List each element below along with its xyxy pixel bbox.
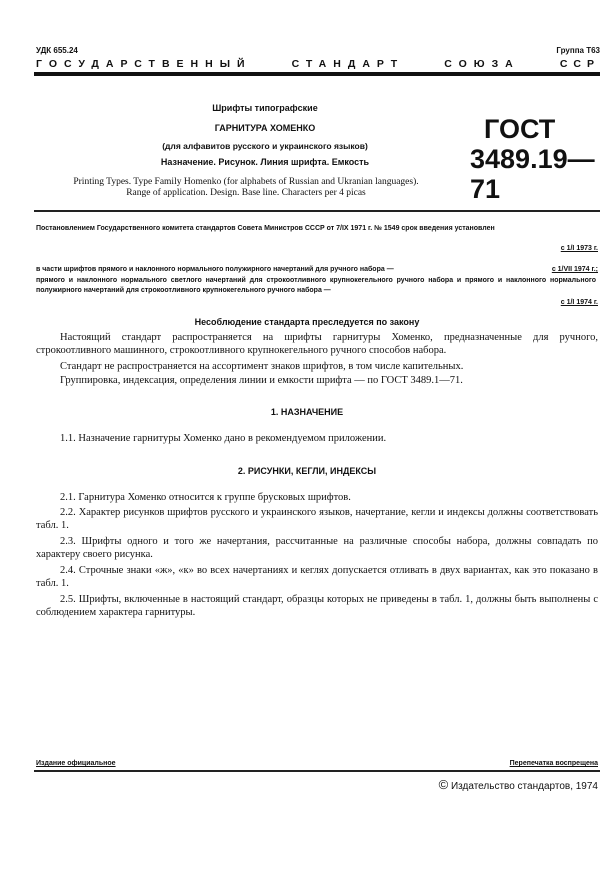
header-word: ГОСУДАРСТВЕННЫЙ bbox=[36, 58, 252, 70]
header-bar bbox=[34, 72, 600, 76]
section-2-heading: 2. РИСУНКИ, КЕГЛИ, ИНДЕКСЫ bbox=[237, 466, 377, 476]
header-word: СОЮЗА bbox=[444, 58, 520, 70]
group-code: Группа Т63 bbox=[556, 46, 600, 55]
gost-label: ГОСТ 3489.19—71 bbox=[470, 114, 595, 204]
standard-header bbox=[36, 58, 600, 70]
title-line: Шрифты типографские bbox=[212, 103, 318, 113]
title-line: Назначение. Рисунок. Линия шрифта. Емкость bbox=[160, 157, 370, 167]
decree-part-1: в части шрифтов прямого и наклонного нормального полужирного начертаний для ручного набора — bbox=[36, 266, 394, 273]
paragraph: 2.2. Характер рисунков шрифтов русского и украинского языков, начертание, кегли и индексы должны соответствовать табл. 1. bbox=[36, 507, 598, 531]
date-2: с 1/VII 1974 г.; bbox=[551, 266, 598, 273]
notice: Несоблюдение стандарта преследуется по закону bbox=[194, 317, 420, 327]
paragraph: 2.1. Гарнитура Хоменко относится к группе брусковых шрифтов. bbox=[60, 492, 351, 503]
official-edition: Издание официальное bbox=[36, 760, 116, 767]
title-line: ГАРНИТУРА ХОМЕНКО bbox=[214, 123, 316, 133]
section-1-heading: 1. НАЗНАЧЕНИЕ bbox=[270, 407, 344, 417]
title-line: (для алфавитов русского и украинского языков) bbox=[162, 141, 368, 151]
intro-paragraph: Настоящий стандарт распространяется на шрифты гарнитуры Хоменко, предназначенные для ручного, строкоотливного машинного, строкоотливного крупнокегельного ручного способов набора. bbox=[36, 332, 598, 356]
intro-paragraph: Стандарт не распространяется на ассортимент знаков шрифтов, в том числе капительных. bbox=[60, 361, 464, 372]
footer-rule bbox=[34, 770, 600, 772]
paragraph: 2.4. Строчные знаки «ж», «к» во всех начертаниях и кеглях допускается отливать в двух вариантах, как это показано в табл. 1. bbox=[36, 565, 598, 589]
date-3: с 1/I 1974 г. bbox=[560, 299, 598, 306]
intro-paragraph: Группировка, индексация, определения линии и емкости шрифта — по ГОСТ 3489.1—71. bbox=[60, 375, 463, 386]
copyright-icon: © bbox=[438, 777, 449, 792]
header-word: ССР bbox=[559, 58, 600, 70]
paragraph: 2.3. Шрифты одного и того же начертания, рассчитанные на различные способы набора, должны совпадать по характеру своего рисунка. bbox=[36, 536, 598, 560]
paragraph: 1.1. Назначение гарнитуры Хоменко дано в рекомендуемом приложении. bbox=[60, 433, 387, 444]
date-1: с 1/I 1973 г. bbox=[560, 245, 598, 252]
decree-part-2: прямого и наклонного нормального светлого начертаний для строкоотливного крупнокегельного ручного набора и прямого и наклонного нормального полужирного начертаний для строкоотливного крупнокегельного ручного набора — bbox=[36, 277, 596, 294]
divider bbox=[34, 210, 600, 212]
english-title: Printing Types. Type Family Homenko (for alphabets of Russian and Ukranian languages). Range of application. Design. Base line. Characters per 4 picas bbox=[73, 177, 419, 198]
copyright: © Издательство стандартов, 1974 bbox=[438, 777, 598, 792]
paragraph: 2.5. Шрифты, включенные в настоящий стандарт, образцы которых не приведены в табл. 1, должны быть выполнены с соблюдением характера гарнитуры. bbox=[36, 594, 598, 618]
reprint-notice: Перепечатка воспрещена bbox=[509, 760, 598, 767]
header-word: СТАНДАРТ bbox=[291, 58, 405, 70]
udk-code: УДК 655.24 bbox=[36, 46, 78, 55]
decree-text: Постановлением Государственного комитета стандартов Совета Министров СССР от 7/IX 1971 г. № 1549 срок введения установлен bbox=[36, 225, 495, 232]
